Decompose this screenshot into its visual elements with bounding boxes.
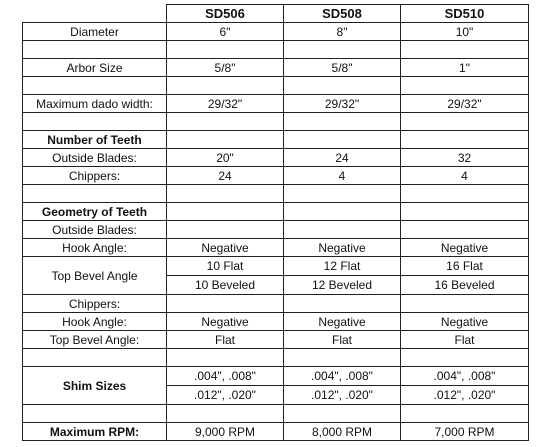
spacer-row (23, 185, 529, 203)
empty-cell (401, 349, 529, 367)
value-cell (167, 367, 284, 405)
row-label: Chippers: (23, 167, 167, 185)
value-cell: 8" (284, 23, 401, 41)
value-line: 10 Flat (206, 259, 244, 273)
spacer-row (23, 77, 529, 95)
spacer-row (23, 405, 529, 423)
value-cell: 1" (401, 59, 529, 77)
empty-cell (23, 349, 167, 367)
geometry-chippers-row (23, 295, 529, 313)
value-cell: 7,000 RPM (401, 423, 529, 441)
empty-cell (167, 295, 284, 313)
model-header-sd508: SD508 (284, 5, 401, 23)
value-line: 16 Flat (446, 259, 483, 273)
arbor-size-row (23, 59, 529, 77)
max-rpm-row (23, 423, 529, 441)
row-label: Outside Blades: (23, 221, 167, 239)
header-blank-cell (23, 5, 167, 23)
spacer-row (23, 349, 529, 367)
empty-cell (284, 131, 401, 149)
row-label: Arbor Size (23, 59, 167, 77)
value-line: .012", .020" (167, 385, 283, 404)
chipper-hook-angle-row (23, 313, 529, 331)
row-label: Maximum dado width: (23, 95, 167, 113)
empty-cell (401, 131, 529, 149)
value-cell: 29/32" (284, 95, 401, 113)
row-label: Shim Sizes (23, 367, 167, 405)
value-line: 16 Beveled (401, 275, 528, 294)
value-cell: 4 (284, 167, 401, 185)
value-cell: Negative (284, 239, 401, 257)
empty-cell (401, 113, 529, 131)
shim-sizes-row (23, 367, 529, 405)
geometry-heading-row (23, 203, 529, 221)
section-heading: Number of Teeth (23, 131, 167, 149)
empty-cell (401, 41, 529, 59)
value-cell: 6" (167, 23, 284, 41)
value-cell: 9,000 RPM (167, 423, 284, 441)
number-of-teeth-heading-row (23, 131, 529, 149)
empty-cell (401, 295, 529, 313)
value-line: 10 Beveled (167, 275, 283, 294)
value-cell: 4 (401, 167, 529, 185)
empty-cell (284, 77, 401, 95)
value-line: .012", .020" (284, 385, 400, 404)
empty-cell (401, 405, 529, 423)
empty-cell (23, 113, 167, 131)
empty-cell (167, 221, 284, 239)
empty-cell (401, 221, 529, 239)
value-cell: 29/32" (167, 95, 284, 113)
empty-cell (284, 41, 401, 59)
value-cell: 24 (167, 167, 284, 185)
chippers-teeth-row (23, 167, 529, 185)
value-cell: 5/8" (284, 59, 401, 77)
value-cell: Negative (401, 313, 529, 331)
model-header-sd506: SD506 (167, 5, 284, 23)
value-cell: Negative (167, 313, 284, 331)
row-label: Maximum RPM: (23, 423, 167, 441)
empty-cell (167, 113, 284, 131)
dado-width-row (23, 95, 529, 113)
value-line: .012", .020" (401, 385, 528, 404)
diameter-row (23, 23, 529, 41)
row-label: Hook Angle: (23, 239, 167, 257)
value-cell: Flat (401, 331, 529, 349)
empty-cell (284, 113, 401, 131)
header-row (23, 5, 529, 23)
model-header-sd510: SD510 (401, 5, 529, 23)
value-line: 12 Flat (323, 259, 361, 273)
value-line: 12 Beveled (284, 275, 400, 294)
empty-cell (284, 405, 401, 423)
value-cell: 24 (284, 149, 401, 167)
empty-cell (284, 295, 401, 313)
empty-cell (167, 77, 284, 95)
value-cell: 29/32" (401, 95, 529, 113)
value-cell: Negative (167, 239, 284, 257)
value-line: .004", .008" (311, 369, 373, 383)
value-cell: 10" (401, 23, 529, 41)
empty-cell (401, 77, 529, 95)
value-cell: Negative (401, 239, 529, 257)
spacer-row (23, 41, 529, 59)
value-cell (401, 367, 529, 405)
spec-table (22, 4, 529, 441)
value-cell: 32 (401, 149, 529, 167)
empty-cell (167, 185, 284, 203)
chipper-top-bevel-row (23, 331, 529, 349)
row-label: Chippers: (23, 295, 167, 313)
value-cell: Negative (284, 313, 401, 331)
empty-cell (23, 41, 167, 59)
value-cell (284, 367, 401, 405)
value-cell (284, 257, 401, 295)
value-cell: 20" (167, 149, 284, 167)
empty-cell (23, 77, 167, 95)
empty-cell (23, 405, 167, 423)
value-cell (167, 257, 284, 295)
empty-cell (167, 41, 284, 59)
spacer-row (23, 113, 529, 131)
value-cell: 8,000 RPM (284, 423, 401, 441)
row-label: Diameter (23, 23, 167, 41)
section-heading: Geometry of Teeth (23, 203, 167, 221)
empty-cell (167, 405, 284, 423)
outside-blades-teeth-row (23, 149, 529, 167)
empty-cell (284, 349, 401, 367)
blade-top-bevel-row (23, 257, 529, 295)
value-line: .004", .008" (194, 369, 256, 383)
value-cell: 5/8" (167, 59, 284, 77)
row-label: Outside Blades: (23, 149, 167, 167)
empty-cell (401, 185, 529, 203)
empty-cell (401, 203, 529, 221)
empty-cell (284, 221, 401, 239)
empty-cell (167, 203, 284, 221)
value-cell: Flat (167, 331, 284, 349)
value-cell: Flat (284, 331, 401, 349)
row-label: Top Bevel Angle: (23, 331, 167, 349)
blade-hook-angle-row (23, 239, 529, 257)
empty-cell (284, 203, 401, 221)
row-label: Hook Angle: (23, 313, 167, 331)
empty-cell (23, 185, 167, 203)
empty-cell (284, 185, 401, 203)
empty-cell (167, 349, 284, 367)
value-line: .004", .008" (433, 369, 496, 383)
value-cell (401, 257, 529, 295)
row-label: Top Bevel Angle (23, 257, 167, 295)
geometry-outside-blades-row (23, 221, 529, 239)
empty-cell (167, 131, 284, 149)
